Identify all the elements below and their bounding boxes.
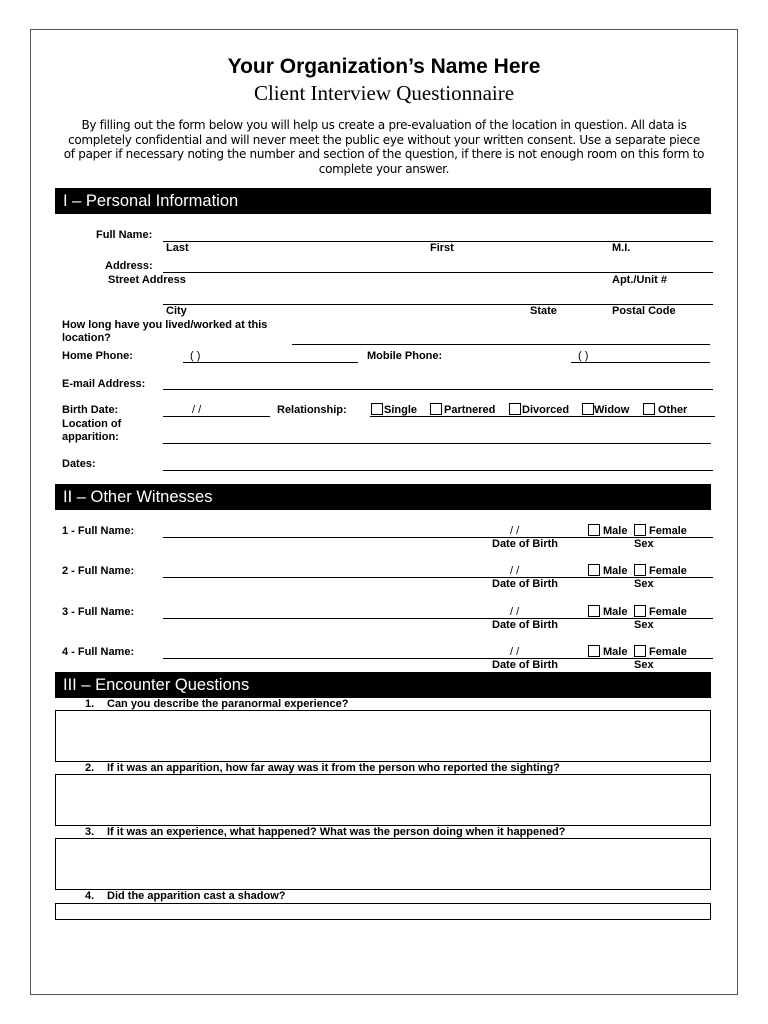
widow-option-label: Widow — [594, 404, 630, 416]
apparition-location-label-line1: Location of — [62, 418, 122, 430]
section-other-witnesses-header: II – Other Witnesses — [55, 484, 711, 510]
witness-dob-caption: Date of Birth — [492, 659, 558, 671]
state-caption: State — [530, 305, 557, 317]
mobile-phone-field[interactable] — [571, 362, 710, 363]
other-option-label: Other — [658, 404, 688, 416]
first-name-caption: First — [430, 242, 454, 254]
apt-unit-caption: Apt./Unit # — [612, 274, 667, 286]
witness-sex-caption: Sex — [634, 578, 654, 590]
question-2-answer-box[interactable] — [55, 774, 711, 826]
partnered-checkbox[interactable] — [430, 403, 442, 415]
partnered-option-label: Partnered — [444, 404, 496, 416]
organization-name: Your Organization’s Name Here — [227, 55, 541, 78]
street-address-field[interactable] — [163, 272, 713, 273]
question-1-text: Can you describe the paranormal experience? — [107, 698, 349, 710]
witness-male-checkbox[interactable] — [588, 645, 600, 657]
witness-male-checkbox[interactable] — [588, 605, 600, 617]
question-3-answer-box[interactable] — [55, 838, 711, 890]
birth-date-label: Birth Date: — [62, 404, 119, 416]
widow-checkbox[interactable] — [582, 403, 594, 415]
witness-female-label: Female — [649, 606, 687, 618]
form-title: Client Interview Questionnaire — [253, 81, 515, 105]
witness-name-field[interactable] — [163, 537, 713, 538]
full-name-label: Full Name: — [96, 229, 153, 241]
witness-female-checkbox[interactable] — [634, 605, 646, 617]
witness-dob-format: / / — [510, 565, 520, 577]
witness-name-label: 3 - Full Name: — [62, 606, 135, 618]
address-label: Address: — [105, 260, 153, 272]
question-3-text: If it was an experience, what happened? What was the person doing when it happened? — [107, 826, 566, 838]
relationship-underline — [370, 416, 715, 417]
section-personal-information-header: I – Personal Information — [55, 188, 711, 214]
lived-duration-label-line2: location? — [62, 332, 111, 344]
postal-code-caption: Postal Code — [612, 305, 676, 317]
witness-male-label: Male — [603, 606, 628, 618]
question-2-text: If it was an apparition, how far away was it from the person who reported the sighting? — [107, 762, 560, 774]
middle-initial-caption: M.I. — [612, 242, 631, 254]
question-4-number: 4. — [85, 890, 95, 902]
witness-sex-caption: Sex — [634, 538, 654, 550]
question-1-number: 1. — [85, 698, 95, 710]
dates-label: Dates: — [62, 458, 96, 470]
witness-male-checkbox[interactable] — [588, 564, 600, 576]
home-phone-field[interactable] — [183, 362, 358, 363]
lived-duration-label-line1: How long have you lived/worked at this — [62, 319, 268, 331]
witness-dob-caption: Date of Birth — [492, 619, 558, 631]
question-4-text: Did the apparition cast a shadow? — [107, 890, 286, 902]
question-2-number: 2. — [85, 762, 95, 774]
lived-duration-field[interactable] — [292, 344, 710, 345]
home-phone-format: ( ) — [190, 350, 201, 362]
witness-female-label: Female — [649, 525, 687, 537]
witness-female-checkbox[interactable] — [634, 524, 646, 536]
last-name-caption: Last — [166, 242, 189, 254]
mobile-phone-format: ( ) — [578, 350, 589, 362]
witness-dob-format: / / — [510, 606, 520, 618]
question-4-answer-box[interactable] — [55, 903, 711, 920]
witness-dob-caption: Date of Birth — [492, 538, 558, 550]
home-phone-label: Home Phone: — [62, 350, 133, 362]
witness-male-checkbox[interactable] — [588, 524, 600, 536]
relationship-label: Relationship: — [277, 404, 347, 416]
birth-date-format: / / — [192, 404, 202, 416]
section-encounter-questions-header: III – Encounter Questions — [55, 672, 711, 698]
single-checkbox[interactable] — [371, 403, 383, 415]
other-checkbox[interactable] — [643, 403, 655, 415]
witness-dob-format: / / — [510, 646, 520, 658]
single-option-label: Single — [384, 404, 418, 416]
witness-name-label: 1 - Full Name: — [62, 525, 135, 537]
question-1-answer-box[interactable] — [55, 710, 711, 762]
witness-sex-caption: Sex — [634, 619, 654, 631]
street-address-caption: Street Address — [108, 274, 186, 286]
email-field[interactable] — [163, 389, 713, 390]
divorced-checkbox[interactable] — [509, 403, 521, 415]
email-label: E-mail Address: — [62, 378, 146, 390]
witness-female-checkbox[interactable] — [634, 645, 646, 657]
witness-dob-caption: Date of Birth — [492, 578, 558, 590]
witness-name-field[interactable] — [163, 618, 713, 619]
witness-dob-format: / / — [510, 525, 520, 537]
city-caption: City — [166, 305, 187, 317]
witness-male-label: Male — [603, 565, 628, 577]
witness-female-label: Female — [649, 646, 687, 658]
apparition-location-label-line2: apparition: — [62, 431, 119, 443]
intro-text: By filling out the form below you will help us create a pre-evaluation of the location in question. All data is completely confidential and will never meet the public eye without your written consent. Use a separate piece of paper if necessary noting the number and section of the question, if there is not enough room on this form to complete your answer. — [63, 118, 705, 176]
witness-name-field[interactable] — [163, 577, 713, 578]
witness-name-label: 2 - Full Name: — [62, 565, 135, 577]
question-3-number: 3. — [85, 826, 95, 838]
mobile-phone-label: Mobile Phone: — [367, 350, 443, 362]
witness-name-field[interactable] — [163, 658, 713, 659]
witness-male-label: Male — [603, 646, 628, 658]
apparition-location-field[interactable] — [163, 443, 711, 444]
witness-name-label: 4 - Full Name: — [62, 646, 135, 658]
dates-field[interactable] — [163, 470, 713, 471]
witness-sex-caption: Sex — [634, 659, 654, 671]
witness-female-label: Female — [649, 565, 687, 577]
divorced-option-label: Divorced — [522, 404, 570, 416]
witness-male-label: Male — [603, 525, 628, 537]
birth-date-field[interactable] — [163, 416, 270, 417]
witness-female-checkbox[interactable] — [634, 564, 646, 576]
